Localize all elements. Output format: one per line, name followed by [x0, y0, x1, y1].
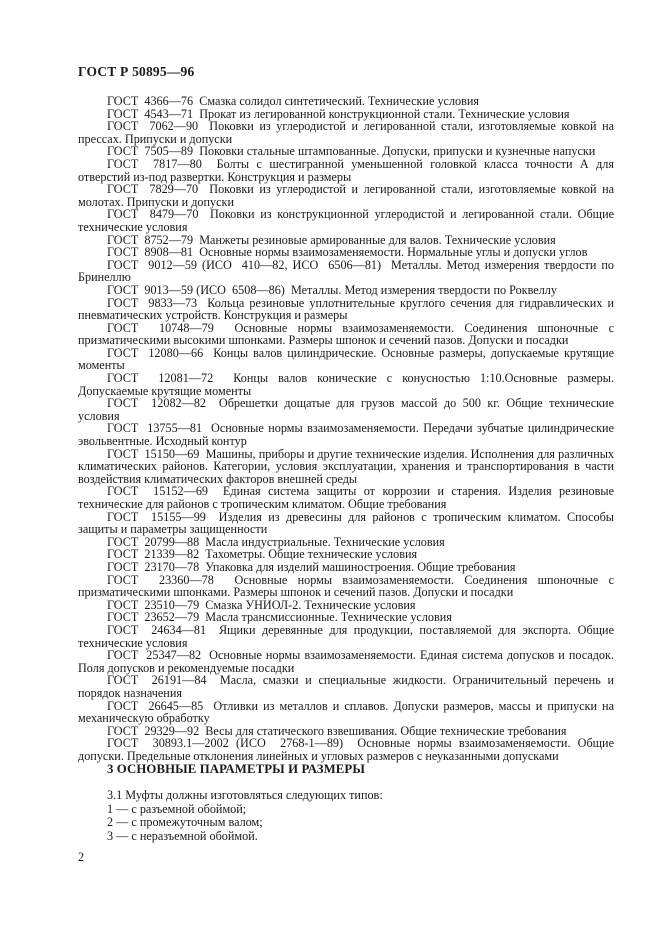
reference-entry: ГОСТ 8479—70 Поковки из конструкционной углеродистой и легированной стали. Общие технические условия — [78, 207, 618, 234]
reference-entry: ГОСТ 7829—70 Поковки из углеродистой и легированной стали, изготовляемые ковкой на молотах. Припуски и допуски — [78, 182, 618, 209]
list-item: 2 — с промежуточным валом; — [107, 815, 263, 830]
normative-references-list — [78, 94, 618, 763]
reference-entry: ГОСТ 23360—78 Основные нормы взаимозаменяемости. Соединения шпоночные с призматическими шпонками. Размеры шпонок и сечений пазов. Допуски и посадки — [78, 572, 618, 600]
reference-entry: ГОСТ 26645—85 Отливки из металлов и сплавов. Допуски размеров, массы и припуски на механическую обработку — [78, 698, 618, 726]
reference-entry: ГОСТ 10748—79 Основные нормы взаимозаменяемости. Соединения шпоночные с призматическими высокими шпонками. Размеры шпонок и сечений пазов. Допуски и посадки — [78, 320, 618, 348]
reference-entry: ГОСТ 12081—72 Концы валов конические с конусностью 1:10.Основные размеры. Допускаемые крутящие моменты — [78, 371, 618, 398]
reference-entry: ГОСТ 24634—81 Ящики деревянные для продукции, поставляемой для экспорта. Общие технические условия — [78, 622, 618, 650]
reference-entry: ГОСТ 25347—82 Основные нормы взаимозаменяемости. Единая система допусков и посадок. Поля допусков и рекомендуемые посадки — [78, 648, 618, 675]
reference-entry: ГОСТ 13755—81 Основные нормы взаимозаменяемости. Передачи зубчатые цилиндрические эвольвентные. Исходный контур — [78, 421, 618, 449]
reference-entry: ГОСТ 9833—73 Кольца резиновые уплотнительные круглого сечения для гидравлических и пневматических устройств. Конструкция и размеры — [78, 295, 618, 323]
reference-entry: ГОСТ 15155—99 Изделия из древесины для районов с тропическим климатом. Способы защиты и параметры защищенности — [78, 509, 618, 537]
section-body — [107, 789, 614, 843]
reference-entry: ГОСТ 4543—71 Прокат из легированной конструкционной стали. Технические условия — [107, 106, 570, 121]
reference-entry: ГОСТ 7505—89 Поковки стальные штампованные. Допуски, припуски и кузнечные напуски — [107, 144, 596, 159]
reference-entry: ГОСТ 8908—81 Основные нормы взаимозаменяемости. Нормальные углы и допуски углов — [107, 245, 588, 260]
reference-entry: ГОСТ 20799—88 Масла индустриальные. Технические условия — [107, 534, 445, 549]
reference-entry: ГОСТ 15150—69 Машины, приборы и другие технические изделия. Исполнения для различных климатических районов. Категории, условия эксплуатации, хранения и транспортирования в части воздействия климатических факторов внешней среды — [78, 446, 618, 486]
reference-entry: ГОСТ 8752—79 Манжеты резиновые армированные для валов. Технические условия — [107, 232, 556, 247]
reference-entry: ГОСТ 15152—69 Единая система защиты от коррозии и старения. Изделия резиновые технические для районов с тропическим климатом. Общие требования — [78, 484, 618, 511]
reference-entry: ГОСТ 12080—66 Концы валов цилиндрические. Основные размеры, допускаемые крутящие моменты — [78, 345, 618, 373]
page-number: 2 — [78, 850, 85, 864]
list-item: 1 — с разъемной обоймой; — [107, 801, 247, 816]
reference-entry: ГОСТ 9013—59 (ИСО 6508—86) Металлы. Метод измерения твердости по Роквеллу — [107, 282, 557, 297]
reference-entry: ГОСТ 23170—78 Упаковка для изделий машиностроения. Общие требования — [107, 559, 516, 574]
reference-entry: ГОСТ 12082—82 Обрешетки дощатые для грузов массой до 500 кг. Общие технические условия — [78, 396, 618, 423]
clause-intro: 3.1 Муфты должны изготовляться следующих типов: — [107, 788, 383, 802]
reference-entry: ГОСТ 7062—90 Поковки из углеродистой и легированной стали, изготовляемые ковкой на прессах. Припуски и допуски — [78, 119, 618, 146]
reference-entry: ГОСТ 26191—84 Масла, смазки и специальные жидкости. Ограничительный перечень и порядок назначения — [78, 673, 618, 700]
reference-entry: ГОСТ 4366—76 Смазка солидол синтетический. Технические условия — [107, 94, 480, 108]
reference-entry: ГОСТ 23510—79 Смазка УНИОЛ-2. Технические условия — [107, 597, 416, 612]
reference-entry: ГОСТ 21339—82 Тахометры. Общие технические условия — [107, 547, 418, 562]
section-heading: 3 ОСНОВНЫЕ ПАРАМЕТРЫ И РАЗМЕРЫ — [107, 762, 365, 776]
list-item: 3 — с неразъемной обоймой. — [107, 828, 258, 843]
reference-entry: ГОСТ 9012—59 (ИСО 410—82, ИСО 6506—81) Металлы. Метод измерения твердости по Бринеллю — [78, 257, 618, 285]
reference-entry: ГОСТ 30893.1—2002 (ИСО 2768-1—89) Основные нормы взаимозаменяемости. Общие допуски. Предельные отклонения линейных и угловых размеров с неуказанными допусками — [78, 736, 618, 763]
reference-entry: ГОСТ 29329—92 Весы для статического взвешивания. Общие технические требования — [107, 723, 567, 738]
reference-entry: ГОСТ 23652—79 Масла трансмиссионные. Технические условия — [107, 610, 452, 625]
reference-entry: ГОСТ 7817—80 Болты с шестигранной уменьшенной головкой класса точности А для отверстий из-под развертки. Конструкция и размеры — [78, 156, 618, 184]
page-header-title: ГОСТ Р 50895—96 — [78, 64, 195, 79]
